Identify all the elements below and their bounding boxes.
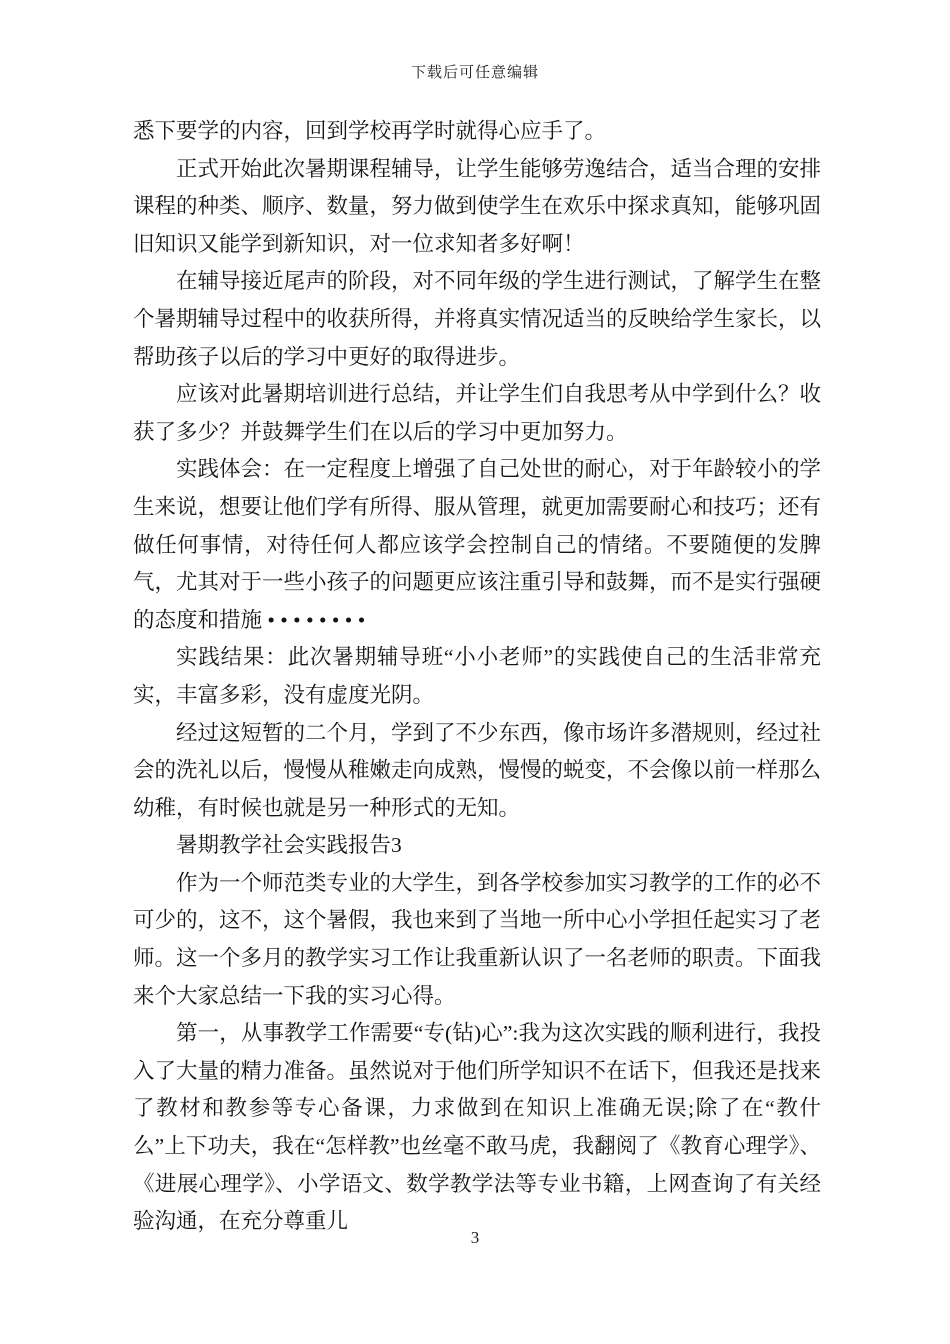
paragraph: 应该对此暑期培训进行总结，并让学生们自我思考从中学到什么？收获了多少？并鼓舞学生们在以后的学习中更加努力。 xyxy=(133,382,822,444)
page-number: 3 xyxy=(470,1228,480,1247)
paragraph: 在辅导接近尾声的阶段，对不同年级的学生进行测试，了解学生在整个暑期辅导过程中的收获所得，并将真实情况适当的反映给学生家长，以帮助孩子以后的学习中更好的取得进步。 xyxy=(133,269,822,369)
document-body xyxy=(133,113,821,1241)
paragraph: 作为一个师范类专业的大学生，到各学校参加实习教学的工作的必不可少的，这不，这个暑假，我也来到了当地一所中心小学担任起实习了老师。这一个多月的教学实习工作让我重新认识了一名老师的职责。下面我来个大家总结一下我的实习心得。 xyxy=(133,870,822,1008)
paragraph: 正式开始此次暑期课程辅导，让学生能够劳逸结合，适当合理的安排课程的种类、顺序、数量，努力做到使学生在欢乐中探求真知，能够巩固旧知识又能学到新知识，对一位求知者多好啊！ xyxy=(133,156,822,256)
paragraph: 经过这短暂的二个月，学到了不少东西，像市场许多潜规则，经过社会的洗礼以后，慢慢从稚嫩走向成熟，慢慢的蜕变，不会像以前一样那么幼稚，有时候也就是另一种形式的无知。 xyxy=(133,720,822,820)
paragraph: 实践结果：此次暑期辅导班“小小老师”的实践使自己的生活非常充实，丰富多彩，没有虚度光阴。 xyxy=(133,645,821,707)
paragraph: 实践体会：在一定程度上增强了自己处世的耐心，对于年龄较小的学生来说，想要让他们学有所得、服从管理，就更加需要耐心和技巧；还有做任何事情，对待任何人都应该学会控制自己的情绪。不要随便的发脾气，尤其对于一些小孩子的问题更应该注重引导和鼓舞，而不是实行强硬的态度和措施 • • • • • • • • xyxy=(133,457,822,632)
paragraph: 第一，从事教学工作需要“专(钻)心”:我为这次实践的顺利进行，我投入了大量的精力准备。虽然说对于他们所学知识不在话下，但我还是找来了教材和教参等专心备课，力求做到在知识上准确无误;除了在“教什么”上下功夫，我在“怎样教”也丝毫不敢马虎，我翻阅了《教育心理学》、《进展心理学》、小学语文、数学教学法等专业书籍，上网查询了有关经验沟通，在充分尊重儿 xyxy=(133,1021,822,1234)
paragraph: 悉下要学的内容，回到学校再学时就得心应手了。 xyxy=(133,119,607,143)
page-header-watermark: 下载后可任意编辑 xyxy=(410,65,539,81)
paragraph-section-title: 暑期教学社会实践报告3 xyxy=(176,833,402,858)
